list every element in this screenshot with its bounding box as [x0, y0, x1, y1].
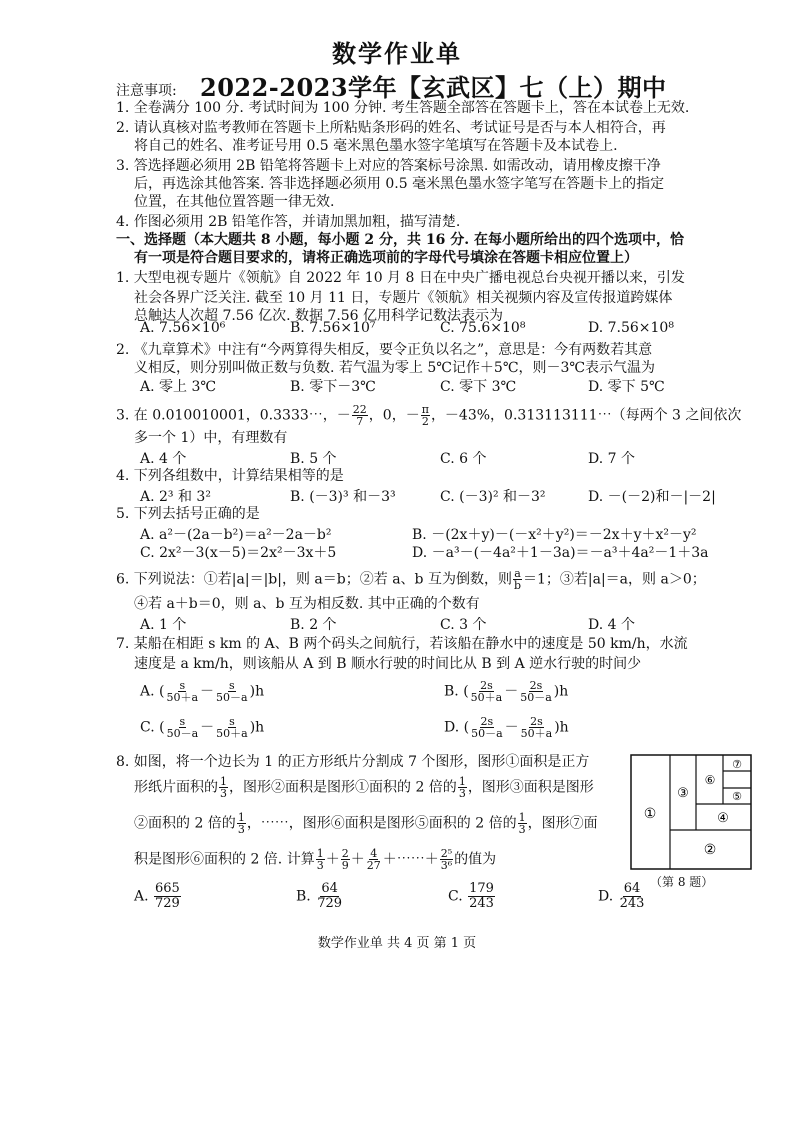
notice-1: 1. 全卷满分 100 分. 考试时间为 100 分钟. 考生答题全部答在答题卡上，答在本试卷上无效.	[116, 100, 690, 116]
q2-option-c: C. 零下 3℃	[440, 379, 517, 395]
q5-option-d: D. －a³－(－4a²＋1－3a)＝－a³＋4a²－1＋3a	[412, 545, 709, 561]
figure-label-7: ⑦	[732, 758, 742, 771]
q3-line-1	[116, 404, 741, 427]
q1-option-d: D. 7.56×10⁸	[588, 320, 674, 336]
q5-option-a: A. a²－(2a－b²)＝a²－2a－b²	[140, 527, 332, 543]
q4-option-c: C. (－3)² 和－3²	[440, 489, 546, 505]
q2-option-b: B. 零下－3℃	[290, 379, 376, 395]
q7-option-a: A. ( $\frac{s}{50+a}$ － $\frac{s}{50-a}$ )h	[140, 679, 265, 704]
q2-option-d: D. 零下 5℃	[588, 379, 665, 395]
figure-label-6: ⑥	[704, 773, 716, 787]
q6-fraction-a-b: $\frac{a}{b}$	[513, 567, 521, 592]
page-title: 数学作业单	[332, 39, 462, 68]
q1-option-b: B. 7.56×10⁷	[290, 320, 376, 336]
q1-line-2: 社会各界广泛关注. 截至 10 月 11 日，专题片《领航》相关视频内容及宣传报道跨媒体	[134, 290, 673, 306]
q5-line: 5. 下列去括号正确的是	[116, 506, 260, 522]
notice-4: 4. 作图必须用 2B 铅笔作答，并请加黑加粗，描写清楚.	[116, 214, 461, 230]
notice-2-cont: 将自己的姓名、准考证号用 0.5 毫米黑色墨水签字笔填写在答题卡及本试卷上.	[134, 138, 618, 154]
notice-3-cont2: 位置，在其他位置答题一律无效.	[134, 194, 335, 210]
q7-option-c: C. ( $\frac{s}{50-a}$ － $\frac{s}{50+a}$ )h	[140, 715, 265, 740]
section-1-header: 一、选择题（本大题共 8 小题，每小题 2 分，共 16 分. 在每小题所给出的四个选项中，恰	[116, 232, 684, 248]
notice-3: 3. 答选择题必须用 2B 铅笔将答题卡上对应的答案标号涂黑. 如需改动，请用橡皮擦干净	[116, 158, 661, 174]
q8-line-1: 8. 如图，将一个边长为 1 的正方形纸片分割成 7 个图形，图形①面积是正方	[116, 754, 590, 770]
q8-option-b: B. $\frac{64}{729}$	[296, 881, 343, 911]
q6-text-a: 6. 下列说法：①若|a|＝|b|，则 a＝b；②若 a、b 互为倒数，则	[116, 571, 512, 588]
q8-option-c: C. $\frac{179}{243}$	[448, 881, 494, 911]
q8-option-a: A. $\frac{665}{729}$	[134, 881, 180, 911]
q5-option-b: B. －(2x＋y)－(－x²＋y²)＝－2x＋y＋x²－y²	[412, 527, 697, 543]
q6-option-b: B. 2 个	[290, 617, 337, 633]
q2-line-2: 义相反，则分别叫做正数与负数. 若气温为零上 5℃记作＋5℃，则－3℃表示气温为	[134, 360, 656, 376]
q8-line-2: 形纸片面积的 $\frac{1}{3}$ ，图形②面积是图形①面积的 2 倍的 $\frac{1}{3}$ ，图形③面积是图形	[134, 775, 594, 800]
page-footer: 数学作业单 共 4 页 第 1 页	[317, 936, 477, 951]
figure-label-2: ②	[703, 842, 717, 858]
q8-line-3: ②面积的 2 倍的 $\frac{1}{3}$ ，⋯⋯，图形⑥面积是图形⑤面积的 2 倍的 $\frac{1}{3}$ ，图形⑦面	[134, 811, 598, 836]
q4-option-d: D. －(－2)和－|－2|	[588, 489, 716, 505]
q7-line-2: 速度是 a km/h，则该船从 A 到 B 顺水行驶的时间比从 B 到 A 逆水行驶的时间少	[134, 656, 642, 672]
q3-text-a: 3. 在 0.010010001，0.3333⋯，－	[116, 407, 351, 424]
q8-square-figure	[630, 754, 752, 870]
q6-option-a: A. 1 个	[140, 617, 187, 633]
q3-option-c: C. 6 个	[440, 451, 487, 467]
q1-option-a: A. 7.56×10⁶	[140, 320, 226, 336]
figure-label-4: ④	[717, 811, 729, 826]
q6-option-d: D. 4 个	[588, 617, 635, 633]
q3-text-c: ，－43%，0.313113111⋯（每两个 3 之间依次	[430, 407, 742, 424]
q6-line-2: ④若 a＋b＝0，则 a、b 互为相反数. 其中正确的个数有	[134, 596, 480, 612]
q7-option-d: D. ( $\frac{2s}{50-a}$ － $\frac{2s}{50+a}$ )h	[444, 715, 569, 740]
q4-option-b: B. (－3)³ 和－3³	[290, 489, 396, 505]
q1-line-1: 1. 大型电视专题片《领航》自 2022 年 10 月 8 日在中央广播电视总台央视开播以来，引发	[116, 270, 685, 286]
q2-option-a: A. 零上 3℃	[140, 379, 217, 395]
figure-label-1: ①	[643, 806, 657, 822]
q3-fraction-22-7: $\frac{22}{7}$	[352, 403, 367, 428]
q6-line-1	[116, 568, 706, 591]
q1-line-3: 总触达人次超 7.56 亿次. 数据 7.56 亿用科学记数法表示为	[134, 308, 504, 324]
q2-line-1: 2. 《九章算术》中注有“今两算得失相反，要令正负以名之”，意思是：今有两数若其意	[116, 342, 653, 358]
q6-option-c: C. 3 个	[440, 617, 487, 633]
q3-line-2: 多一个 1）中，有理数有	[134, 430, 288, 446]
q4-line: 4. 下列各组数中，计算结果相等的是	[116, 468, 344, 484]
q6-text-b: ＝1；③若|a|＝a，则 a＞0；	[523, 571, 706, 588]
exam-subtitle: 2022-2023学年【玄武区】七（上）期中	[200, 73, 667, 102]
section-1-header-cont: 有一项是符合题目要求的，请将正确选项前的字母代号填涂在答题卡相应位置上）	[134, 250, 638, 266]
notice-2: 2. 请认真核对监考教师在答题卡上所粘贴条形码的姓名、考试证号是否与本人相符合，再	[116, 120, 666, 136]
q3-option-a: A. 4 个	[140, 451, 187, 467]
q3-option-d: D. 7 个	[588, 451, 635, 467]
notice-label: 注意事项:	[116, 83, 177, 99]
q1-option-c: C. 75.6×10⁸	[440, 320, 526, 336]
figure-label-5: ⑤	[732, 790, 742, 803]
figure-label-3: ③	[677, 786, 689, 801]
q3-text-b: ，0，－	[368, 407, 420, 424]
q7-option-b: B. ( $\frac{2s}{50+a}$ － $\frac{2s}{50-a}$ )h	[444, 679, 569, 704]
q8-option-d: D. $\frac{64}{243}$	[598, 881, 645, 911]
q7-line-1: 7. 某船在相距 s km 的 A、B 两个码头之间航行，若该船在静水中的速度是 50 km/h，水流	[116, 636, 688, 652]
q8-line-4: 积是图形⑥面积的 2 倍. 计算 $\frac{1}{3}$ ＋ $\frac{2}{9}$ ＋ $\frac{4}{27}$ ＋⋯⋯＋ $\frac{\text{2⁵}}{\text{3⁶}}$ 的值为	[134, 847, 497, 872]
notice-3-cont: 后，再选涂其他答案. 答非选择题必须用 0.5 毫米黑色墨水签字笔写在答题卡上的指定	[134, 176, 665, 192]
q5-option-c: C. 2x²－3(x－5)＝2x²－3x＋5	[140, 545, 337, 561]
figure-caption: （第 8 题）	[650, 875, 714, 889]
q3-fraction-pi-2: $\frac{\pi}{2}$	[421, 403, 429, 428]
q4-option-a: A. 2³ 和 3²	[140, 489, 211, 505]
q3-option-b: B. 5 个	[290, 451, 337, 467]
